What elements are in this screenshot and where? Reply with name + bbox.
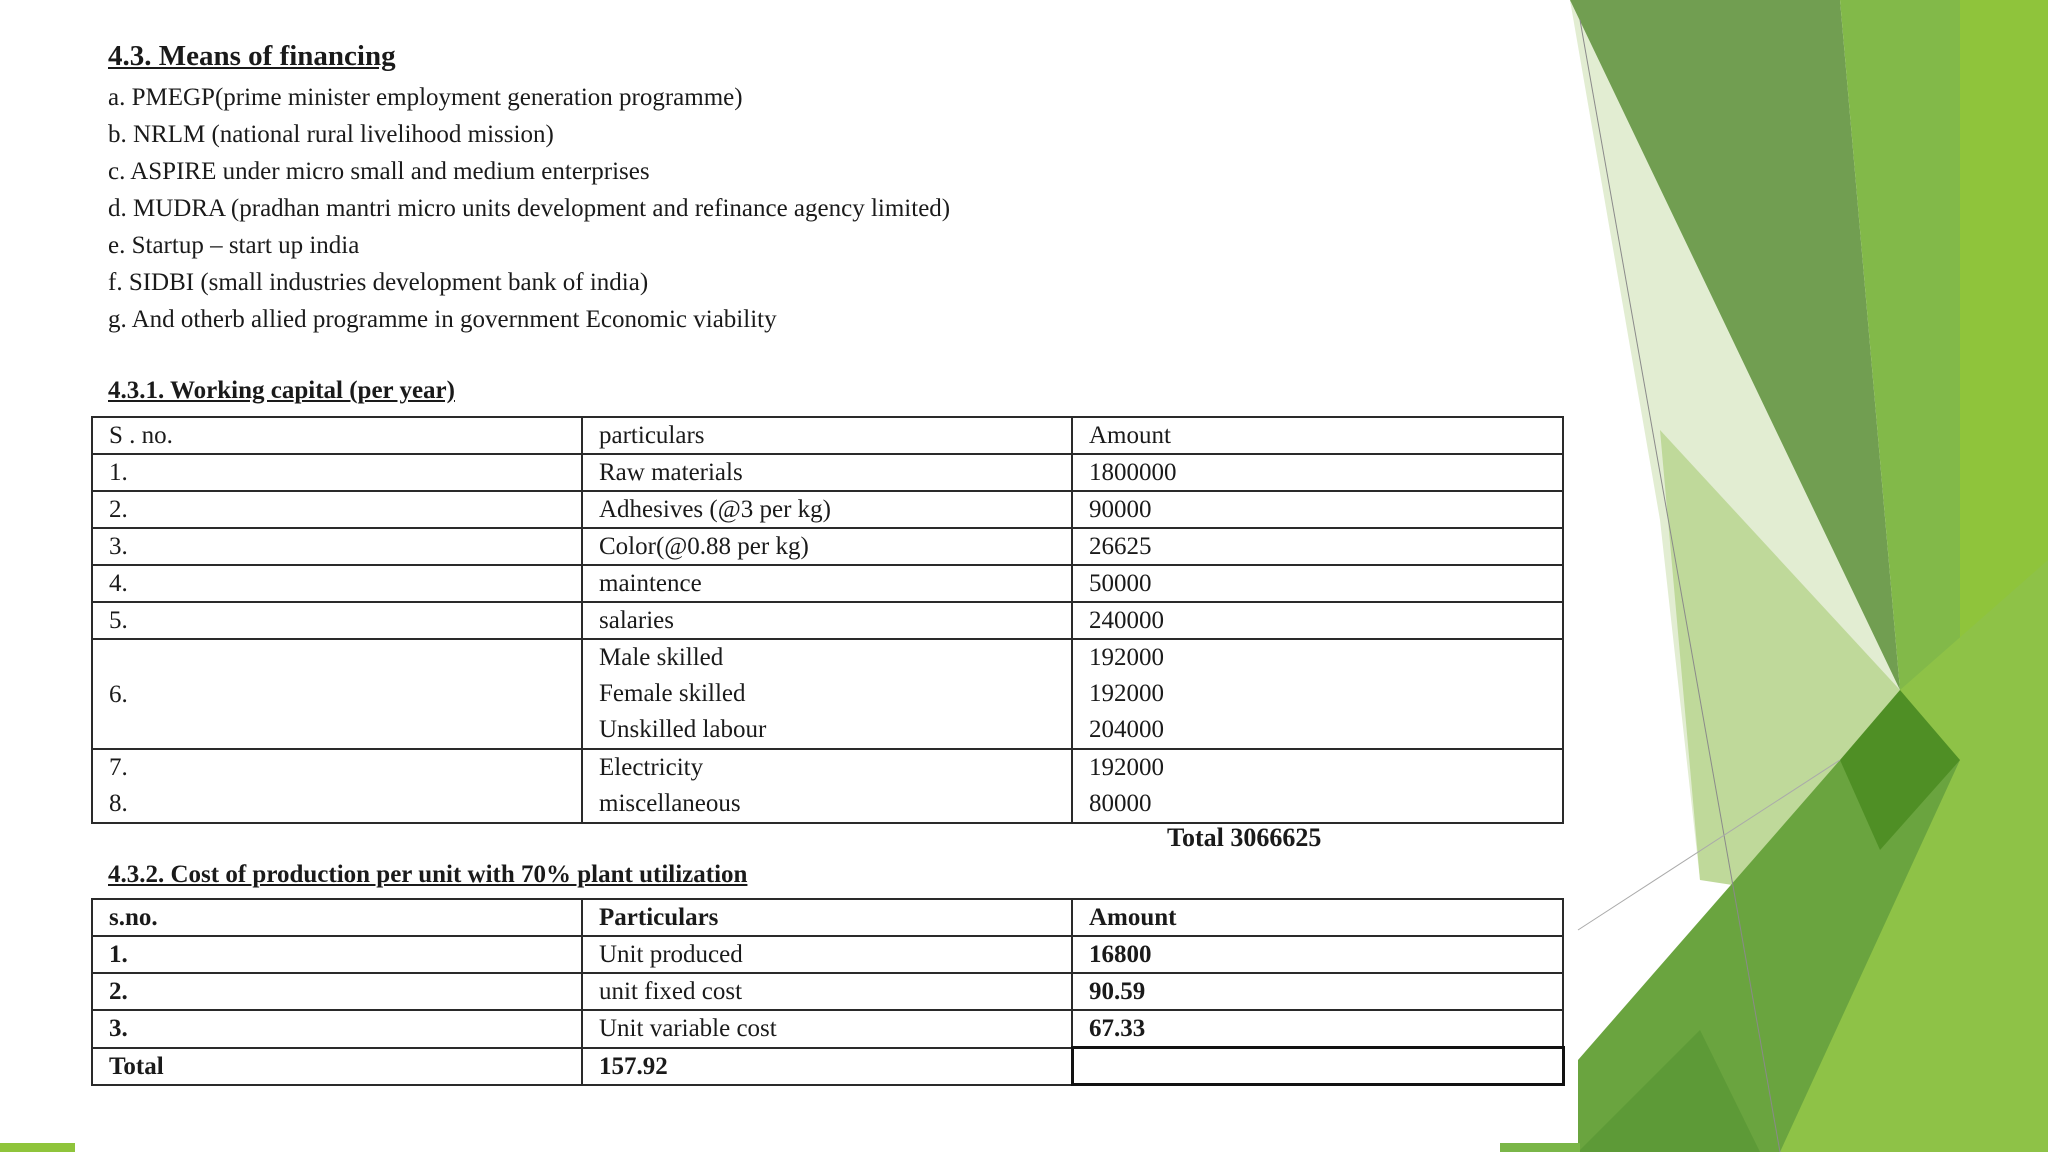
table-row [92, 528, 1563, 565]
sno-cell: 5. [92, 602, 582, 639]
table-row [92, 749, 1563, 823]
cost-of-production-table [91, 898, 1565, 1086]
particulars-cell: salaries [582, 602, 1072, 639]
particulars-line: Male skilled [599, 644, 724, 671]
amount-cell: 50000 [1072, 565, 1563, 602]
header-cell: Amount [1072, 417, 1563, 454]
amount-cell [1072, 639, 1563, 749]
particulars-cell: Unit produced [582, 936, 1072, 973]
financing-item: e. Startup – start up india [108, 232, 360, 259]
amount-line: 192000 [1089, 644, 1164, 671]
header-cell: S . no. [92, 417, 582, 454]
sno-cell: 3. [92, 1010, 582, 1048]
financing-item: d. MUDRA (pradhan mantri micro units development and refinance agency limited) [108, 195, 951, 222]
financing-item: c. ASPIRE under micro small and medium enterprises [108, 158, 650, 185]
amount-cell [1072, 749, 1563, 823]
table-row [92, 565, 1563, 602]
particulars-line: Electricity [599, 754, 704, 781]
table-row [92, 936, 1563, 973]
header-cell: s.no. [92, 899, 582, 936]
amount-cell: 240000 [1072, 602, 1563, 639]
particulars-cell: maintence [582, 565, 1072, 602]
amount-cell: 90.59 [1072, 973, 1563, 1010]
table-row [92, 973, 1563, 1010]
table-row [92, 1010, 1563, 1048]
table-total-row [92, 1048, 1563, 1085]
header-cell: Particulars [582, 899, 1072, 936]
sno-line: 8. [109, 790, 128, 817]
particulars-cell: Raw materials [582, 454, 1072, 491]
table-header-row [92, 417, 1563, 454]
amount-cell: 67.33 [1072, 1010, 1563, 1048]
table-row [92, 454, 1563, 491]
amount-cell: 26625 [1072, 528, 1563, 565]
sno-cell: 6. [92, 639, 582, 749]
cost-of-production-title: 4.3.2. Cost of production per unit with 70% plant utilization [108, 861, 748, 888]
total-value-cell: 157.92 [582, 1048, 1072, 1085]
section-heading: 4.3. Means of financing [108, 40, 396, 72]
amount-line: 204000 [1089, 716, 1164, 743]
sno-cell: 1. [92, 936, 582, 973]
table-row [92, 491, 1563, 528]
amount-line: 192000 [1089, 754, 1164, 781]
table-header-row [92, 899, 1563, 936]
financing-item: a. PMEGP(prime minister employment generation programme) [108, 84, 743, 111]
particulars-cell [582, 639, 1072, 749]
particulars-cell: Adhesives (@3 per kg) [582, 491, 1072, 528]
sno-cell [92, 749, 582, 823]
working-capital-total: Total 3066625 [1167, 823, 1322, 852]
header-cell: particulars [582, 417, 1072, 454]
table-row [92, 639, 1563, 749]
sno-cell: 2. [92, 973, 582, 1010]
amount-line: 80000 [1089, 790, 1152, 817]
amount-line: 192000 [1089, 680, 1164, 707]
total-label-cell: Total [92, 1048, 582, 1085]
particulars-cell: Unit variable cost [582, 1010, 1072, 1048]
sno-line: 7. [109, 754, 128, 781]
working-capital-title: 4.3.1. Working capital (per year) [108, 377, 455, 404]
financing-item: b. NRLM (national rural livelihood mission) [108, 121, 554, 148]
amount-cell: 16800 [1072, 936, 1563, 973]
particulars-line: Female skilled [599, 680, 746, 707]
amount-cell: 90000 [1072, 491, 1563, 528]
particulars-cell: unit fixed cost [582, 973, 1072, 1010]
particulars-cell: Color(@0.88 per kg) [582, 528, 1072, 565]
particulars-line: Unskilled labour [599, 716, 767, 743]
table-row [92, 602, 1563, 639]
sno-cell: 1. [92, 454, 582, 491]
financing-item: f. SIDBI (small industries development bank of india) [108, 269, 649, 296]
header-cell: Amount [1072, 899, 1563, 936]
working-capital-table [91, 416, 1564, 824]
financing-item: g. And otherb allied programme in government Economic viability [108, 306, 777, 333]
particulars-cell [582, 749, 1072, 823]
empty-amount-cell [1072, 1048, 1563, 1085]
sno-cell: 2. [92, 491, 582, 528]
particulars-line: miscellaneous [599, 790, 741, 817]
sno-cell: 4. [92, 565, 582, 602]
amount-cell: 1800000 [1072, 454, 1563, 491]
sno-cell: 3. [92, 528, 582, 565]
